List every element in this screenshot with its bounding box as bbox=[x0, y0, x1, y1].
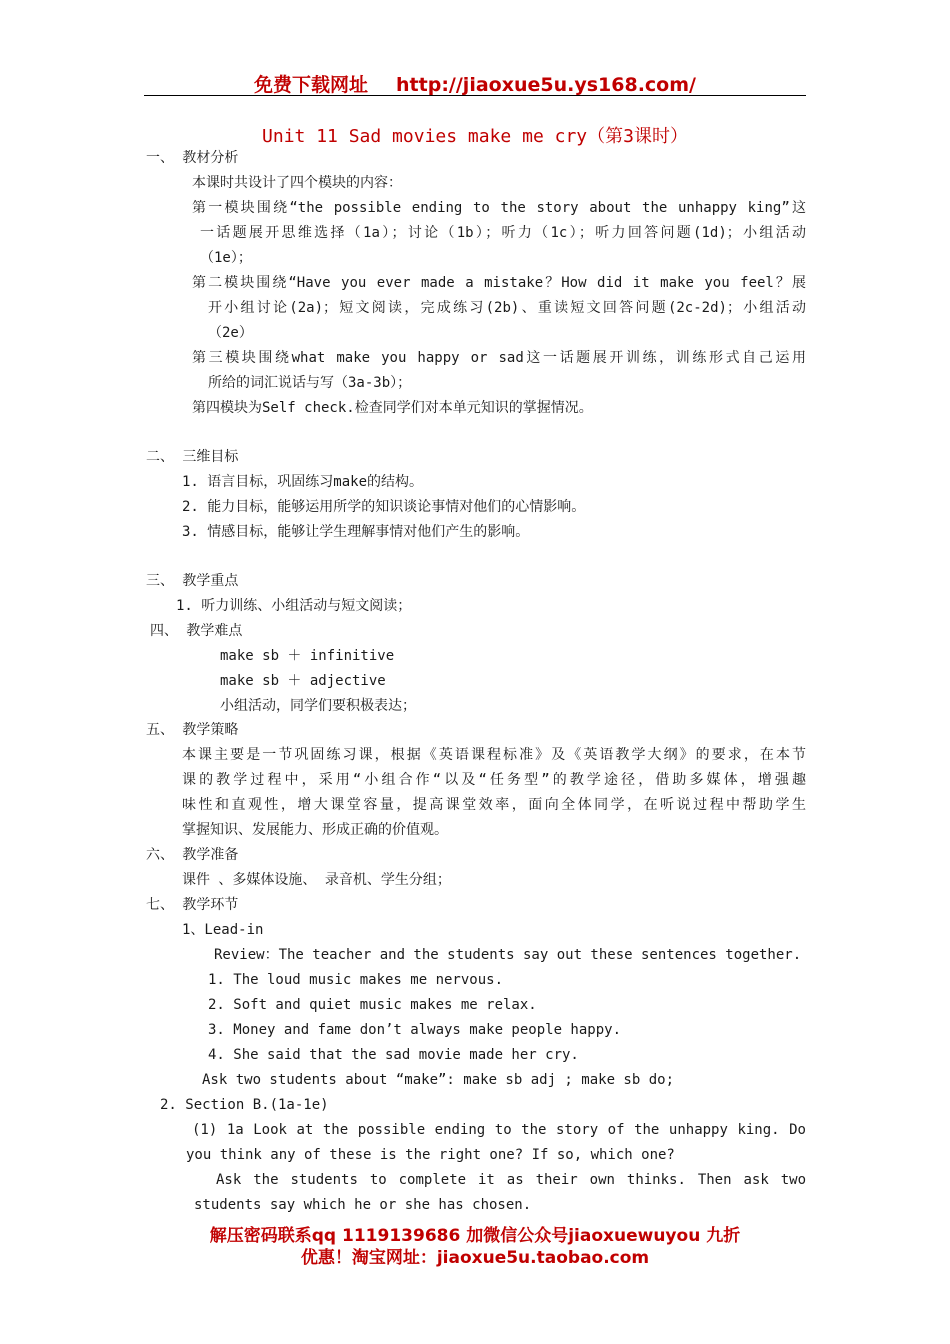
section-heading: 一、 教材分析 bbox=[146, 150, 239, 166]
header-url-link[interactable]: http://jiaoxue5u.ys168.com/ bbox=[396, 74, 696, 96]
page-title: Unit 11 Sad movies make me cry（第3课时） bbox=[262, 126, 688, 147]
list-item: 1. The loud music makes me nervous. bbox=[208, 972, 504, 988]
paragraph-line: （2e） bbox=[208, 325, 253, 341]
header-divider bbox=[144, 95, 806, 96]
list-item: 2. Soft and quiet music makes me relax. bbox=[208, 997, 537, 1013]
paragraph-line: （1e）； bbox=[200, 250, 252, 266]
section-heading: 三、 教学重点 bbox=[146, 573, 239, 589]
list-item: 2. 能力目标，能够运用所学的知识谈论事情对他们的心情影响。 bbox=[182, 499, 586, 515]
list-item: 4. She said that the sad movie made her cry. bbox=[208, 1047, 579, 1063]
paragraph-line: 第二模块围绕“Have you ever made a mistake？How did it make you feel？展 bbox=[192, 275, 806, 291]
paragraph-line: 掌握知识、发展能力、形成正确的价值观。 bbox=[182, 822, 448, 838]
section-heading: 五、 教学策略 bbox=[146, 722, 239, 738]
header-label: 免费下载网址 bbox=[254, 74, 369, 96]
footer-line-1: 解压密码联系qq 1119139686 加微信公众号jiaoxuewuyou 九折 bbox=[209, 1226, 741, 1246]
paragraph-line: Ask two students about “make”: make sb adj ; make sb do; bbox=[202, 1072, 675, 1088]
paragraph-line: Review：The teacher and the students say out these sentences together. bbox=[214, 947, 802, 963]
paragraph-line: (1) 1a Look at the possible ending to the story of the unhappy king. Do bbox=[192, 1122, 806, 1138]
paragraph-line: 所给的词汇说话与写（3a-3b）； bbox=[208, 375, 412, 391]
paragraph-line: 第三模块围绕what make you happy or sad这一话题展开训练，训练形式自己运用 bbox=[192, 350, 806, 366]
paragraph-line: you think any of these is the right one? If so, which one? bbox=[186, 1147, 675, 1163]
paragraph-line: 第一模块围绕“the possible ending to the story about the unhappy king”这 bbox=[192, 200, 806, 216]
section-heading: 二、 三维目标 bbox=[146, 449, 239, 465]
subsection-heading: 1、Lead-in bbox=[182, 922, 264, 938]
paragraph-line: 一话题展开思维选择（1a）；讨论（1b）；听力（1c）；听力回答问题(1d)；小组活动 bbox=[200, 225, 806, 241]
subsection-heading: 2. Section B.(1a-1e) bbox=[160, 1097, 329, 1113]
paragraph-line: 课件 、多媒体设施、 录音机、学生分组； bbox=[182, 872, 451, 888]
paragraph-line: 味性和直观性，增大课堂容量，提高课堂效率，面向全体同学，在听说过程中帮助学生 bbox=[182, 797, 806, 813]
section-heading: 四、 教学难点 bbox=[150, 623, 243, 639]
paragraph-line: 开小组讨论(2a)；短文阅读，完成练习(2b)、重读短文回答问题(2c-2d)；小组活动 bbox=[208, 300, 806, 316]
section-heading: 六、 教学准备 bbox=[146, 847, 239, 863]
paragraph-line: students say which he or she has chosen. bbox=[194, 1197, 532, 1213]
paragraph-line: 第四模块为Self check.检查同学们对本单元知识的掌握情况。 bbox=[192, 400, 593, 416]
list-item: 3. Money and fame don’t always make people happy. bbox=[208, 1022, 622, 1038]
paragraph-line: make sb ＋ adjective bbox=[220, 673, 386, 689]
paragraph-line: 课的教学过程中，采用“小组合作“以及“任务型”的教学途径，借助多媒体，增强趣 bbox=[182, 772, 806, 788]
paragraph-line: make sb ＋ infinitive bbox=[220, 648, 395, 664]
page-header bbox=[0, 70, 950, 97]
list-item: 1. 听力训练、小组活动与短文阅读； bbox=[176, 598, 412, 614]
paragraph-line: 本课主要是一节巩固练习课，根据《英语课程标准》及《英语教学大纲》的要求，在本节 bbox=[182, 747, 806, 763]
paragraph-line: Ask the students to complete it as their own thinks. Then ask two bbox=[216, 1172, 806, 1188]
list-item: 3. 情感目标，能够让学生理解事情对他们产生的影响。 bbox=[182, 524, 530, 540]
paragraph-line: 小组活动，同学们要积极表达； bbox=[220, 698, 416, 714]
section-heading: 七、 教学环节 bbox=[146, 897, 239, 913]
paragraph-line: 本课时共设计了四个模块的内容： bbox=[192, 175, 402, 191]
footer-line-2: 优惠！淘宝网址：jiaoxue5u.taobao.com bbox=[300, 1248, 650, 1268]
list-item: 1. 语言目标，巩固练习make的结构。 bbox=[182, 474, 424, 490]
